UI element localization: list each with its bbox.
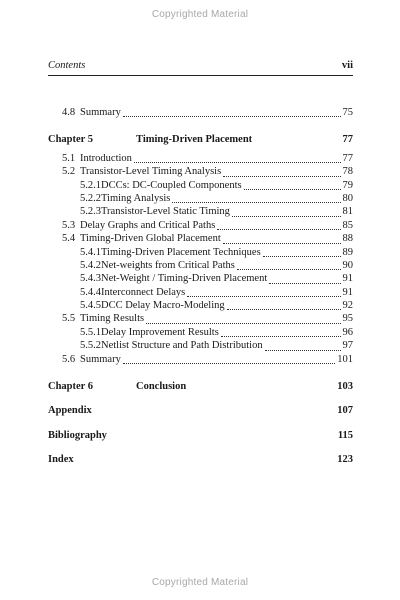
toc-section-entry[interactable] bbox=[80, 273, 353, 286]
section-number: 5.4.5 bbox=[80, 300, 101, 312]
section-title: Timing Results bbox=[80, 313, 145, 325]
section-page: 89 bbox=[342, 246, 353, 258]
section-number: 5.2.3 bbox=[80, 206, 101, 218]
section-number: 5.3 bbox=[62, 219, 76, 231]
section-title: Summary bbox=[80, 353, 121, 365]
header-rule bbox=[48, 75, 353, 76]
section-number: 5.6 bbox=[62, 353, 76, 365]
section-number: 5.1 bbox=[62, 152, 76, 164]
dot-leader bbox=[244, 189, 341, 190]
section-number: 4.8 bbox=[62, 107, 76, 118]
dot-leader bbox=[269, 283, 340, 284]
dot-leader bbox=[221, 336, 341, 337]
section-page: 92 bbox=[342, 300, 353, 312]
section-page: 80 bbox=[342, 192, 353, 204]
table-of-contents bbox=[48, 107, 353, 468]
section-title: Net-Weight / Timing-Driven Placement bbox=[101, 273, 268, 285]
section-number: 5.5.1 bbox=[80, 326, 101, 338]
section-title: Summary bbox=[80, 107, 121, 118]
toc-section-entry[interactable] bbox=[62, 354, 353, 367]
section-number: 5.5.2 bbox=[80, 340, 101, 352]
section-title: Timing Analysis bbox=[101, 192, 171, 204]
section-page: 101 bbox=[337, 353, 353, 365]
toc-section-entry[interactable] bbox=[80, 300, 353, 313]
section-number: 5.4.1 bbox=[80, 246, 101, 258]
dot-leader bbox=[217, 229, 340, 230]
section-number: 5.2.2 bbox=[80, 192, 101, 204]
dot-leader bbox=[223, 176, 340, 177]
section-title: DCC Delay Macro-Modeling bbox=[101, 300, 225, 312]
copyright-watermark-top: Copyrighted Material bbox=[151, 9, 249, 20]
dot-leader bbox=[123, 363, 335, 364]
toc-section-entry[interactable] bbox=[62, 166, 353, 179]
section-title: Timing-Driven Placement Techniques bbox=[101, 246, 261, 258]
section-page: 75 bbox=[342, 107, 353, 118]
section-page: 79 bbox=[342, 179, 353, 191]
dot-leader bbox=[123, 116, 341, 117]
toc-section-entry[interactable] bbox=[80, 327, 353, 340]
toc-section-entry[interactable] bbox=[62, 313, 353, 326]
section-title: Interconnect Delays bbox=[101, 286, 186, 298]
dot-leader bbox=[187, 296, 340, 297]
backmatter-page: 107 bbox=[337, 405, 353, 417]
section-number: 5.5 bbox=[62, 313, 76, 325]
dot-leader bbox=[146, 323, 340, 324]
toc-section-entry[interactable] bbox=[80, 340, 353, 353]
toc-section-entry[interactable] bbox=[62, 107, 353, 120]
toc-section-entry[interactable] bbox=[62, 220, 353, 233]
chapter-title: Timing-Driven Placement bbox=[136, 134, 253, 146]
dot-leader bbox=[134, 162, 341, 163]
section-number: 5.4.4 bbox=[80, 286, 101, 298]
backmatter-title: Appendix bbox=[48, 405, 92, 417]
section-title: DCCs: DC-Coupled Components bbox=[101, 179, 242, 191]
section-title: Timing-Driven Global Placement bbox=[80, 233, 221, 245]
section-number: 5.4.2 bbox=[80, 259, 101, 271]
section-title: Introduction bbox=[80, 152, 132, 164]
toc-section-entry[interactable] bbox=[80, 193, 353, 206]
dot-leader bbox=[232, 216, 341, 217]
chapter-number: Chapter 6 bbox=[48, 381, 94, 393]
running-head bbox=[48, 60, 353, 71]
section-title: Netlist Structure and Path Distribution bbox=[101, 340, 263, 352]
toc-section-entry[interactable] bbox=[80, 206, 353, 219]
toc-backmatter-entry[interactable] bbox=[48, 454, 353, 467]
section-page: 78 bbox=[342, 166, 353, 178]
dot-leader bbox=[263, 256, 341, 257]
toc-backmatter-entry[interactable] bbox=[48, 405, 353, 418]
dot-leader bbox=[172, 202, 340, 203]
page-number: vii bbox=[341, 60, 353, 71]
section-page: 77 bbox=[342, 152, 353, 164]
backmatter-title: Index bbox=[48, 454, 74, 466]
section-page: 97 bbox=[342, 340, 353, 352]
dot-leader bbox=[237, 269, 341, 270]
dot-leader bbox=[265, 350, 341, 351]
section-page: 81 bbox=[342, 206, 353, 218]
section-page: 96 bbox=[342, 326, 353, 338]
section-number: 5.4.3 bbox=[80, 273, 101, 285]
section-number: 5.2.1 bbox=[80, 179, 101, 191]
toc-section-entry[interactable] bbox=[80, 180, 353, 193]
toc-backmatter-entry[interactable] bbox=[48, 430, 353, 443]
section-number: 5.4 bbox=[62, 233, 76, 245]
section-title: Delay Graphs and Critical Paths bbox=[80, 219, 216, 231]
section-page: 90 bbox=[342, 259, 353, 271]
chapter-title: Conclusion bbox=[136, 381, 187, 393]
backmatter-title: Bibliography bbox=[48, 429, 107, 441]
section-page: 88 bbox=[342, 233, 353, 245]
backmatter-page: 123 bbox=[337, 454, 353, 466]
copyright-watermark-bottom: Copyrighted Material bbox=[151, 577, 249, 588]
section-title: Net-weights from Critical Paths bbox=[101, 259, 235, 271]
toc-chapter-entry[interactable] bbox=[48, 134, 353, 147]
dot-leader bbox=[223, 243, 341, 244]
section-page: 91 bbox=[342, 273, 353, 285]
section-page: 91 bbox=[342, 286, 353, 298]
section-number: 5.2 bbox=[62, 166, 76, 178]
toc-section-entry[interactable] bbox=[62, 153, 353, 166]
section-title: Transistor-Level Static Timing bbox=[101, 206, 230, 218]
chapter-page: 103 bbox=[337, 381, 353, 393]
dot-leader bbox=[227, 309, 341, 310]
chapter-page: 77 bbox=[342, 134, 353, 146]
section-title: Transistor-Level Timing Analysis bbox=[80, 166, 222, 178]
chapter-number: Chapter 5 bbox=[48, 134, 94, 146]
toc-section-entry[interactable] bbox=[80, 260, 353, 273]
backmatter-page: 115 bbox=[337, 429, 353, 441]
toc-section-entry[interactable] bbox=[80, 287, 353, 300]
toc-chapter-entry[interactable] bbox=[48, 381, 353, 394]
section-page: 95 bbox=[342, 313, 353, 325]
section-title: Delay Improvement Results bbox=[101, 326, 219, 338]
section-page: 85 bbox=[342, 219, 353, 231]
toc-section-entry[interactable] bbox=[80, 247, 353, 260]
running-head-section: Contents bbox=[48, 60, 86, 71]
toc-section-entry[interactable] bbox=[62, 233, 353, 246]
